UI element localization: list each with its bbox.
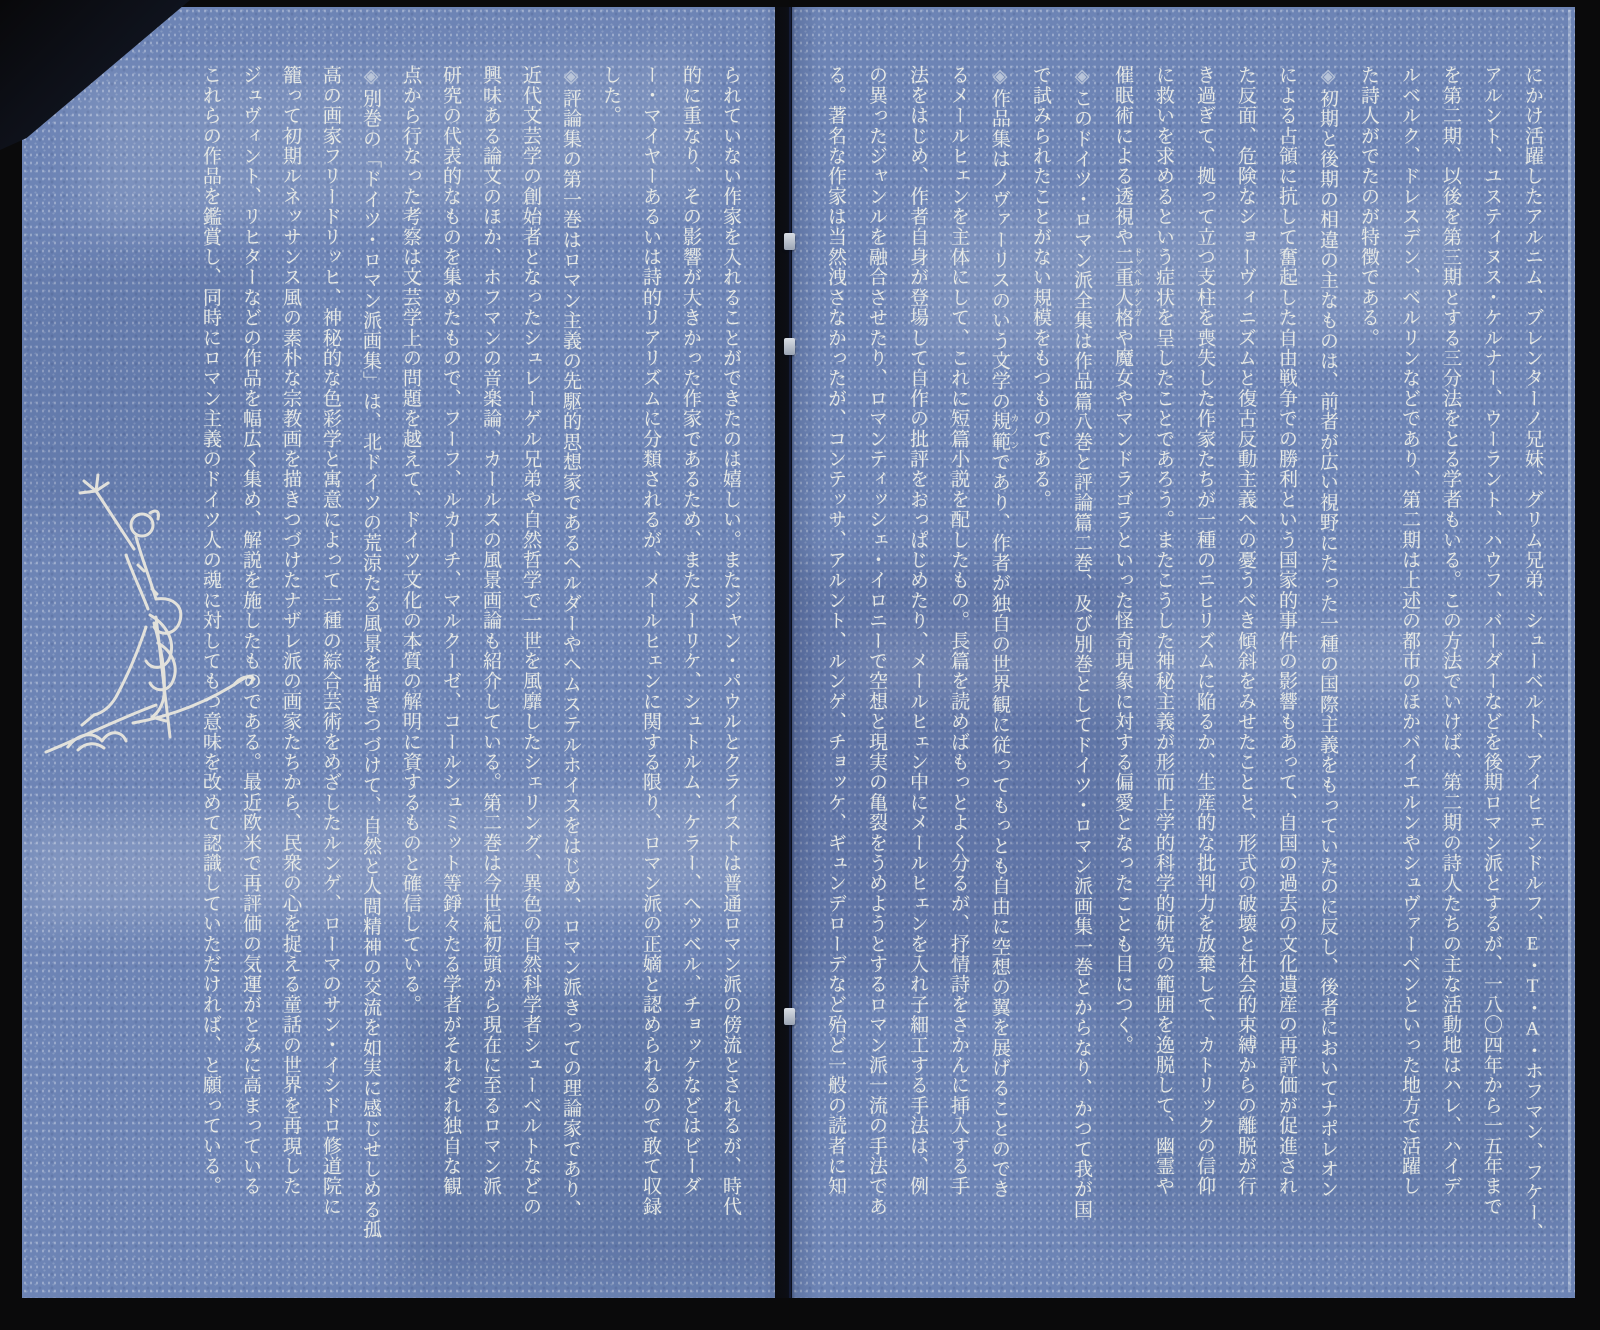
paragraph-mark: ◈ xyxy=(560,65,581,89)
right-page xyxy=(792,7,1575,1298)
paragraph-mark: ◈ xyxy=(1317,65,1338,89)
scan-edge-left xyxy=(0,0,22,1330)
text-column: ◈評論集の第一巻はロマン主義の先駆的思想家であるヘルダーやヘムステルホイスをはじめ、ロマン派きっての理論家であり、 xyxy=(560,65,581,1220)
left-page xyxy=(22,7,775,1298)
text-column: 的に重なり、その影響が大きかった作家であるため、またメーリケ、シュトルム、ケラー、ヘッベル、チョッケなどはビーダ xyxy=(680,65,701,1197)
text-column: した。 xyxy=(600,65,621,126)
text-column: 催眠術による透視や二重人格 ドッペルゲンガーや魔女やマンドラゴラといった怪奇現象に対する偏愛となったことも目につく。 xyxy=(1112,65,1143,1055)
text-column: るメールヒェンを主体にして、これに短篇小説を配したもの。長篇を読めばもっとよく分るが、抒情詩をさかんに挿入する手 xyxy=(948,65,969,1197)
left-page-text xyxy=(190,65,750,1255)
text-column: 法をはじめ、作者自身が登場して自作の批評をおっぱじめたり、メールヒェン中にメールヒェンを入れ子細工する手法は、例 xyxy=(907,65,928,1197)
text-column: ◈初期と後期の相違の主なものは、前者が広い視野にたった一種の国際主義をもっていたのに反し、後者においてナポレオン xyxy=(1317,65,1338,1200)
binding-fold-line xyxy=(789,0,791,1330)
staple xyxy=(784,233,795,250)
text-column: 研究の代表的なものを集めたもので、フーフ、ルカーチ、マルクーゼ、コールシュミット等錚々たる学者がそれぞれ独自な観 xyxy=(440,65,461,1197)
staple xyxy=(784,1008,795,1025)
text-column: ◈作品集はノヴァーリスのいう文学の規範 カノンであり、作者が独自の世界観に従ってもっとも自由に空想の翼を展げることのでき xyxy=(989,65,1020,1200)
text-column: き過ぎて、拠って立つ支柱を喪失した作家たちが一種のニヒリズムに陥るか、生産的な批判力を放棄して、カトリックの信仰 xyxy=(1194,65,1215,1197)
text-column: で試みられたことがない規模をもつものである。 xyxy=(1030,65,1051,510)
text-column: 興味ある論文のほか、ホフマンの音楽論、カールスの風景画論も紹介している。第二巻は今世紀初頭から現在に至るロマン派 xyxy=(480,65,501,1197)
text-column: 籠って初期ルネッサンス風の素朴な宗教画を描きつづけたナザレ派の画家たちから、民衆の心を捉える童話の世界を再現した xyxy=(280,65,301,1197)
text-column: た反面、危険なショーヴィニズムと復古反動主義への憂うべき傾斜をみせたことと、形式の破壊と社会的束縛からの離脱が行 xyxy=(1235,65,1256,1197)
paragraph-mark: ◈ xyxy=(989,65,1010,89)
text-column: アルント、ユスティヌス・ケルナー、ウーラント、ハウフ、バーダーなどを後期ロマン派とするが、一八〇四年から一五年まで xyxy=(1481,65,1502,1217)
paragraph-mark: ◈ xyxy=(1071,65,1092,89)
text-column: による占領に抗して奮起した自由戦争での勝利という国家的事件の影響もあって、自国の過去の文化遺産の再評価が促進され xyxy=(1276,65,1297,1197)
text-column: る。著名な作家は当然洩さなかったが、コンテッサ、アルント、ルンゲ、チョッケ、ギュンデローデなど殆ど一般の読者に知 xyxy=(825,65,846,1197)
text-column: に救いを求めるという症状を呈したことであろう。またこうした神秘主義が形而上学的科学的研究の範囲を逸脱して、幽霊や xyxy=(1153,65,1174,1197)
paragraph-mark: ◈ xyxy=(360,65,381,89)
ruby-annotated-word: 規範 カノン xyxy=(989,411,1020,452)
text-column: た詩人がでたのが特徴である。 xyxy=(1358,65,1379,348)
scan-edge-bottom xyxy=(0,1298,1600,1330)
text-column: 点から行なった考察は文芸学上の問題を越えて、ドイツ文化の本質の解明に資するものと確信している。 xyxy=(400,65,421,1015)
staple xyxy=(784,338,795,355)
text-column: の異ったジャンルを融合させたり、ロマンティッシェ・イロニーで空想と現実の亀裂をうめようとするロマン派一流の手法であ xyxy=(866,65,887,1217)
text-column: ジュヴィント、リヒターなどの作品を幅広く集め、解説を施したものである。最近欧米で再評価の気運がとみに高まっている xyxy=(240,65,261,1197)
scan-edge-right xyxy=(1575,0,1600,1330)
text-column: これらの作品を鑑賞し、同時にロマン主義のドイツ人の魂に対してもつ意味を改めて認識していただければ、と願っている。 xyxy=(200,65,221,1197)
text-column: ー・マイヤーあるいは詩的リアリズムに分類されるが、メールヒェンに関する限り、ロマン派の正嫡と認められるので敢て収録 xyxy=(640,65,661,1217)
ruby-annotated-word: 二重人格 ドッペルゲンガー xyxy=(1112,246,1143,328)
text-column: られていない作家を入れることができたのは嬉しい。またジャン・パウルとクライストは普通ロマン派の傍流とされるが、時代 xyxy=(720,65,741,1217)
text-column: ルベルク、ドレスデン、ベルリンなどであり、第二期は上述の都市のほかバイエルンやシュヴァーベンといった地方で活躍し xyxy=(1399,65,1420,1197)
text-column: 近代文芸学の創始者となったシュレーゲル兄弟や自然哲学で一世を風靡したシェリング、異色の自然科学者シューベルトなどの xyxy=(520,65,541,1217)
page-edge-highlight xyxy=(1568,10,1571,1290)
text-column: ◈このドイツ・ロマン派全集は作品篇八巻と評論篇二巻、及び別巻としてドイツ・ロマン派画集一巻とからなり、かつて我が国 xyxy=(1071,65,1092,1220)
text-column: を第二期、以後を第三期とする三分法をとる学者もいる。この方法でいけば、第二期の詩人たちの主な活動地はハレ、ハイデ xyxy=(1440,65,1461,1197)
right-page-text xyxy=(815,65,1553,1255)
text-column: ◈別巻の「ドイツ・ロマン派画集」は、北ドイツの荒涼たる風景を描きつづけて、自然と人間精神の交流を如実に感じせしめる孤 xyxy=(360,65,381,1240)
text-column: にかけ活躍したアルニム、ブレンターノ兄妹、グリム兄弟、シューベルト、アイヒェンドルフ、E・T・A・ホフマン、フケー、 xyxy=(1522,65,1543,1243)
scan-edge-top xyxy=(0,0,1600,7)
text-column: 高の画家フリードリッヒ、神秘的な色彩学と寓意によって一種の綜合芸術をめざしたルンゲ、ローマのサン・イシドロ修道院に xyxy=(320,65,341,1217)
